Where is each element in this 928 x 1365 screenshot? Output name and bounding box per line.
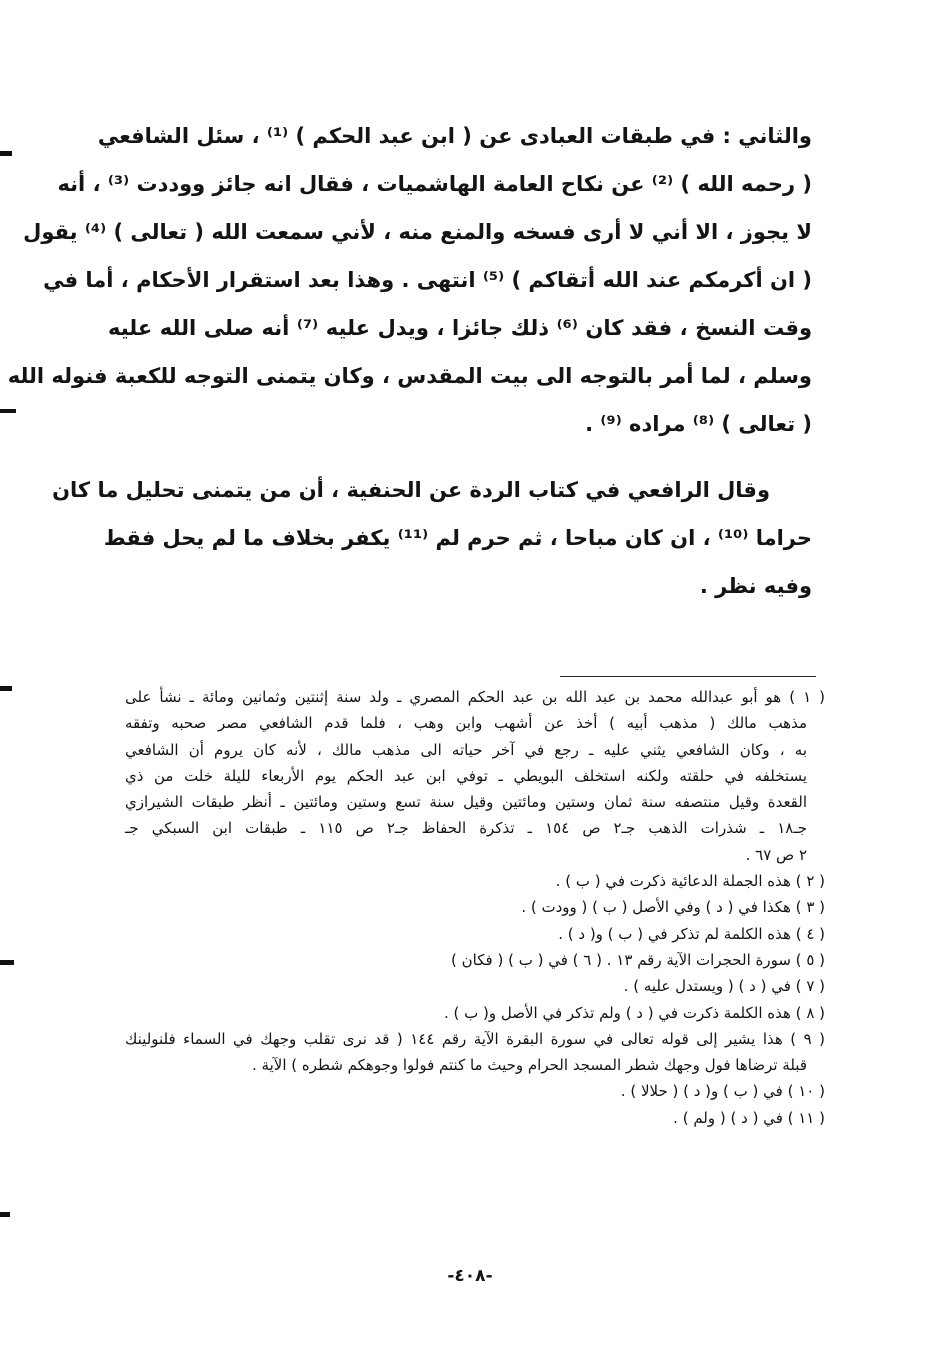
footnote-line: ( ٤ ) هذه الكلمة لم تذكر في ( ب ) و( د ) . — [558, 924, 825, 943]
footnote-line: ( ١٠ ) في ( ب ) و( د ) ( حلالا ) . — [620, 1082, 825, 1101]
footnote-line: به ، وكان الشافعي يثني عليه ـ رجع في آخر حياته الى مذهب مالك ، لأنه كان يروم أن الشافعي — [125, 740, 807, 759]
footnote-line: مذهب مالك ( مذهب أبيه ) أخذ عن أشهب وابن وهب ، فلما قدم الشافعي مصر صحبه وتفقه — [125, 714, 807, 733]
main-text-line: وقال الرافعي في كتاب الردة عن الحنفية ، أن من يتمنى تحليل ما كان — [52, 478, 770, 502]
footnote-line: يستخلفه في حلقته ولكنه استخلف البويطي ـ توفي ابن عبد الحكم يوم الأربعاء لليلة خلت من ذي — [125, 766, 807, 785]
footnotes — [125, 684, 825, 1131]
page-number: -٤٠٨- — [447, 1266, 493, 1286]
footnote-line: ( ٨ ) هذه الكلمة ذكرت في ( د ) ولم تذكر في الأصل و( ب ) . — [443, 1003, 825, 1022]
footnote-line: ( ٥ ) سورة الحجرات الآية رقم ١٣ . ( ٦ ) في ( ب ) ( فكان ) — [451, 950, 825, 969]
main-text-line: والثاني : في طبقات العبادى عن ( ابن عبد الحكم ) ⁽¹⁾ ، سئل الشافعي — [97, 124, 812, 148]
scan-edge-mark — [0, 151, 12, 156]
footnote-line: ( ١١ ) في ( د ) ( ولم ) . — [673, 1108, 825, 1127]
footnote-separator — [560, 676, 816, 677]
main-text-line: حراما ⁽¹⁰⁾ ، ان كان مباحا ، ثم حرم لم ⁽¹¹⁾ يكفر بخلاف ما لم يحل فقط — [103, 526, 812, 550]
main-text-line: ( ان أكرمكم عند الله أتقاكم ) ⁽⁵⁾ انتهى . وهذا بعد استقرار الأحكام ، أما في — [43, 268, 812, 292]
footnote-line: ( ٩ ) هذا يشير إلى قوله تعالى في سورة البقرة الآية رقم ١٤٤ ( قد نرى تقلب وجهك في السماء فلنولينك — [125, 1029, 825, 1048]
scan-edge-mark — [0, 960, 14, 965]
footnote-line: ( ٣ ) هكذا في ( د ) وفي الأصل ( ب ) ( وودت ) . — [521, 898, 825, 917]
main-text — [7, 112, 820, 610]
scan-edge-mark — [0, 1212, 10, 1217]
main-text-line: لا يجوز ، الا أني لا أرى فسخه والمنع منه ، لأني سمعت الله ( تعالى ) ⁽⁴⁾ يقول — [23, 220, 812, 244]
main-text-line: وفيه نظر . — [699, 574, 812, 598]
footnote-line: ( ٢ ) هذه الجملة الدعائية ذكرت في ( ب ) . — [555, 872, 825, 891]
main-text-line: وسلم ، لما أمر بالتوجه الى بيت المقدس ، وكان يتمنى التوجه للكعبة فنوله الله — [7, 364, 812, 388]
footnote-line: جـ١٨ ـ شذرات الذهب جـ٢ ص ١٥٤ ـ تذكرة الحفاظ جـ٢ ص ١١٥ ـ طبقات ابن السبكي جـ — [125, 819, 808, 838]
footnote-line: ( ٧ ) في ( د ) ( ويستدل عليه ) . — [623, 977, 825, 996]
main-text-line: وقت النسخ ، فقد كان ⁽⁶⁾ ذلك جائزا ، ويدل عليه ⁽⁷⁾ أنه صلى الله عليه — [108, 316, 813, 340]
footnote-line: القعدة وقيل منتصفه سنة ثمان وستين ومائتين وقيل سنة تسع وستين ومائتين ـ أنظر طبقات الشيرازي — [125, 793, 807, 812]
footnote-line: ٢ ص ٦٧ . — [745, 845, 807, 864]
footnote-line: ( ١ ) هو أبو عبدالله محمد بن عبد الله بن عبد الحكم المصري ـ ولد سنة إثنتين وثمانين ومائة ـ نشأ على — [125, 688, 825, 706]
scan-edge-mark — [0, 409, 16, 413]
main-text-line: ( رحمه الله ) ⁽²⁾ عن نكاح العامة الهاشميات ، فقال انه جائز ووددت ⁽³⁾ ، أنه — [57, 172, 812, 196]
footnote-line: قبلة ترضاها فول وجهك شطر المسجد الحرام وحيث ما كنتم فولوا وجوهكم شطره ) الآية . — [252, 1056, 807, 1075]
scan-edge-mark — [0, 686, 12, 691]
main-text-line: ( تعالى ) ⁽⁸⁾ مراده ⁽⁹⁾ . — [585, 412, 812, 436]
